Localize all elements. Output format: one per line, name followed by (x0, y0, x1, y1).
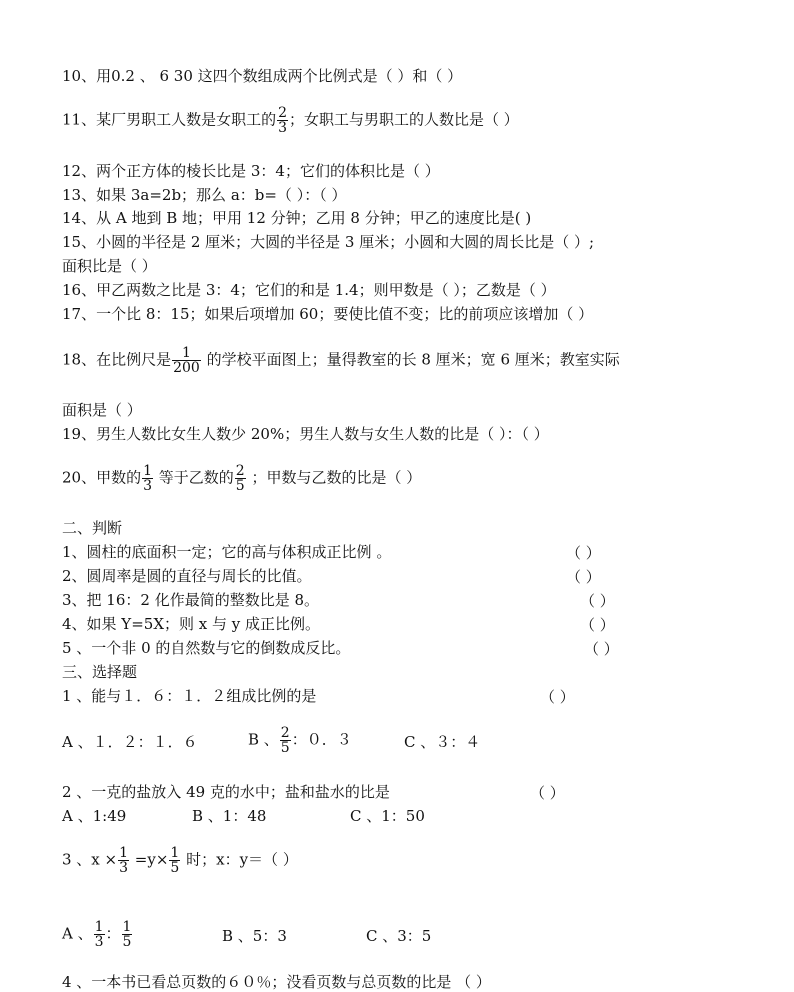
question-19: 19、男生人数比女生人数少 20%；男生人数与女生人数的比是（ ）：（ ） (62, 425, 549, 443)
choice-3-option-a (62, 920, 133, 949)
judge-item-5: 5 、一个非 0 的自然数与它的倒数成反比。 (62, 639, 351, 657)
section-heading-choice: 三、选择题 (62, 663, 138, 681)
fraction-denominator: 200 (173, 360, 200, 376)
fraction-denominator: 5 (170, 860, 180, 876)
question-14: 14、从 A 地到 B 地；甲用 12 分钟；乙用 8 分钟；甲乙的速度比是( ) (62, 209, 532, 227)
choice-2-option-b: B 、1：48 (192, 807, 267, 825)
choice-1-option-a: A 、１．２：１．６ (62, 733, 198, 751)
question-20-pre: 20、甲数的 (62, 468, 142, 487)
fraction-numerator: 2 (280, 725, 290, 741)
fraction-1-5 (122, 920, 133, 949)
question-18 (62, 346, 620, 375)
fraction-2-5 (235, 464, 246, 493)
fraction-denominator: 3 (94, 934, 104, 950)
fraction-numerator: 2 (278, 105, 288, 121)
fraction-1-5 (169, 846, 180, 875)
fraction-denominator: 5 (280, 740, 290, 756)
question-13: 13、如果 3a=2b；那么 a：b=（ ）：（ ） (62, 186, 347, 204)
ratio-separator: ： (105, 924, 121, 943)
question-11 (62, 106, 519, 135)
choice-2-option-a: A 、1:49 (62, 807, 127, 825)
fraction-numerator: 2 (235, 463, 245, 479)
section-heading-judge: 二、判断 (62, 519, 123, 537)
fraction-2-3 (277, 106, 288, 135)
fraction-1-3 (94, 920, 105, 949)
question-17: 17、一个比 8：15；如果后项增加 60；要使比值不变；比的前项应该增加（ ） (62, 305, 594, 323)
fraction-denominator: 5 (235, 478, 245, 494)
choice-3-option-b: B 、5：3 (222, 927, 287, 945)
fraction-numerator: 1 (170, 845, 180, 861)
answer-blank[interactable]: （ ） (566, 544, 601, 562)
answer-blank[interactable]: （ ） (566, 568, 601, 586)
question-10-text: 10、用0.2 、 6 30 这四个数组成两个比例式是（ ）和（ ） (62, 67, 463, 85)
fraction-1-3 (118, 846, 129, 875)
answer-blank[interactable]: （ ） (580, 616, 615, 634)
fraction-1-3 (142, 464, 153, 493)
judge-item-2: 2、圆周率是圆的直径与周长的比值。 (62, 567, 312, 585)
answer-blank[interactable]: （ ） (580, 592, 615, 610)
question-18-pre: 18、在比例尺是 (62, 350, 172, 369)
question-18-post: 的学校平面图上；量得教室的长 8 厘米；宽 6 厘米；教室实际 (201, 350, 620, 369)
question-11-pre: 11、某厂男职工人数是女职工的 (62, 110, 277, 129)
choice-question-1: 1 、能与１．６：１．２组成比例的是 (62, 687, 317, 705)
question-3-post: 时；x：y＝（ ） (181, 850, 298, 869)
choice-1-option-b (248, 726, 352, 755)
choice-2-option-c: C 、1：50 (350, 807, 425, 825)
fraction-1-200 (172, 346, 201, 375)
judge-item-4: 4、如果 Y=5X；则 x 与 y 成正比例。 (62, 615, 321, 633)
fraction-denominator: 5 (122, 934, 132, 950)
choice-3-option-c: C 、3：5 (366, 927, 432, 945)
question-20 (62, 464, 421, 493)
question-3-mid: =y× (130, 850, 169, 869)
judge-item-1: 1、圆柱的底面积一定；它的高与体积成正比例 。 (62, 543, 392, 561)
fraction-2-5 (280, 726, 291, 755)
judge-item-3: 3、把 16：2 化作最简的整数比是 8。 (62, 591, 320, 609)
option-b-label: B 、 (248, 730, 279, 749)
question-20-mid: 等于乙数的 (154, 468, 234, 487)
option-a-label: A 、 (62, 924, 93, 943)
option-b-post: ：０．３ (291, 730, 352, 749)
answer-blank[interactable]: （ ） (584, 640, 619, 658)
question-15-cont: 面积比是（ ） (62, 257, 157, 275)
fraction-numerator: 1 (143, 463, 153, 479)
question-18-cont: 面积是（ ） (62, 401, 142, 419)
fraction-numerator: 1 (119, 845, 129, 861)
question-12: 12、两个正方体的棱长比是 3：4；它们的体积比是（ ） (62, 162, 440, 180)
answer-blank[interactable]: （ ） (530, 784, 565, 802)
answer-blank[interactable]: （ ） (540, 688, 575, 706)
choice-question-2: 2 、一克的盐放入 49 克的水中；盐和盐水的比是 (62, 783, 390, 801)
fraction-denominator: 3 (119, 860, 129, 876)
question-3-pre: 3 、x × (62, 850, 118, 869)
fraction-numerator: 1 (172, 346, 201, 361)
fraction-numerator: 1 (94, 919, 104, 935)
question-10 (62, 66, 462, 86)
choice-question-3 (62, 846, 298, 875)
question-15: 15、小圆的半径是 2 厘米；大圆的半径是 3 厘米；小圆和大圆的周长比是（ ）; (62, 233, 595, 251)
question-20-post: ；甲数与乙数的比是（ ） (246, 468, 422, 487)
choice-1-option-c: C 、３：４ (404, 733, 481, 751)
question-11-post: ；女职工与男职工的人数比是（ ） (289, 110, 519, 129)
question-16: 16、甲乙两数之比是 3：4；它们的和是 1.4；则甲数是（ ）；乙数是（ ） (62, 281, 556, 299)
fraction-numerator: 1 (122, 919, 132, 935)
fraction-denominator: 3 (143, 478, 153, 494)
fraction-denominator: 3 (278, 120, 288, 136)
choice-question-4: 4 、一本书已看总页数的６０％；没看页数与总页数的比是 （ ） (62, 973, 491, 991)
